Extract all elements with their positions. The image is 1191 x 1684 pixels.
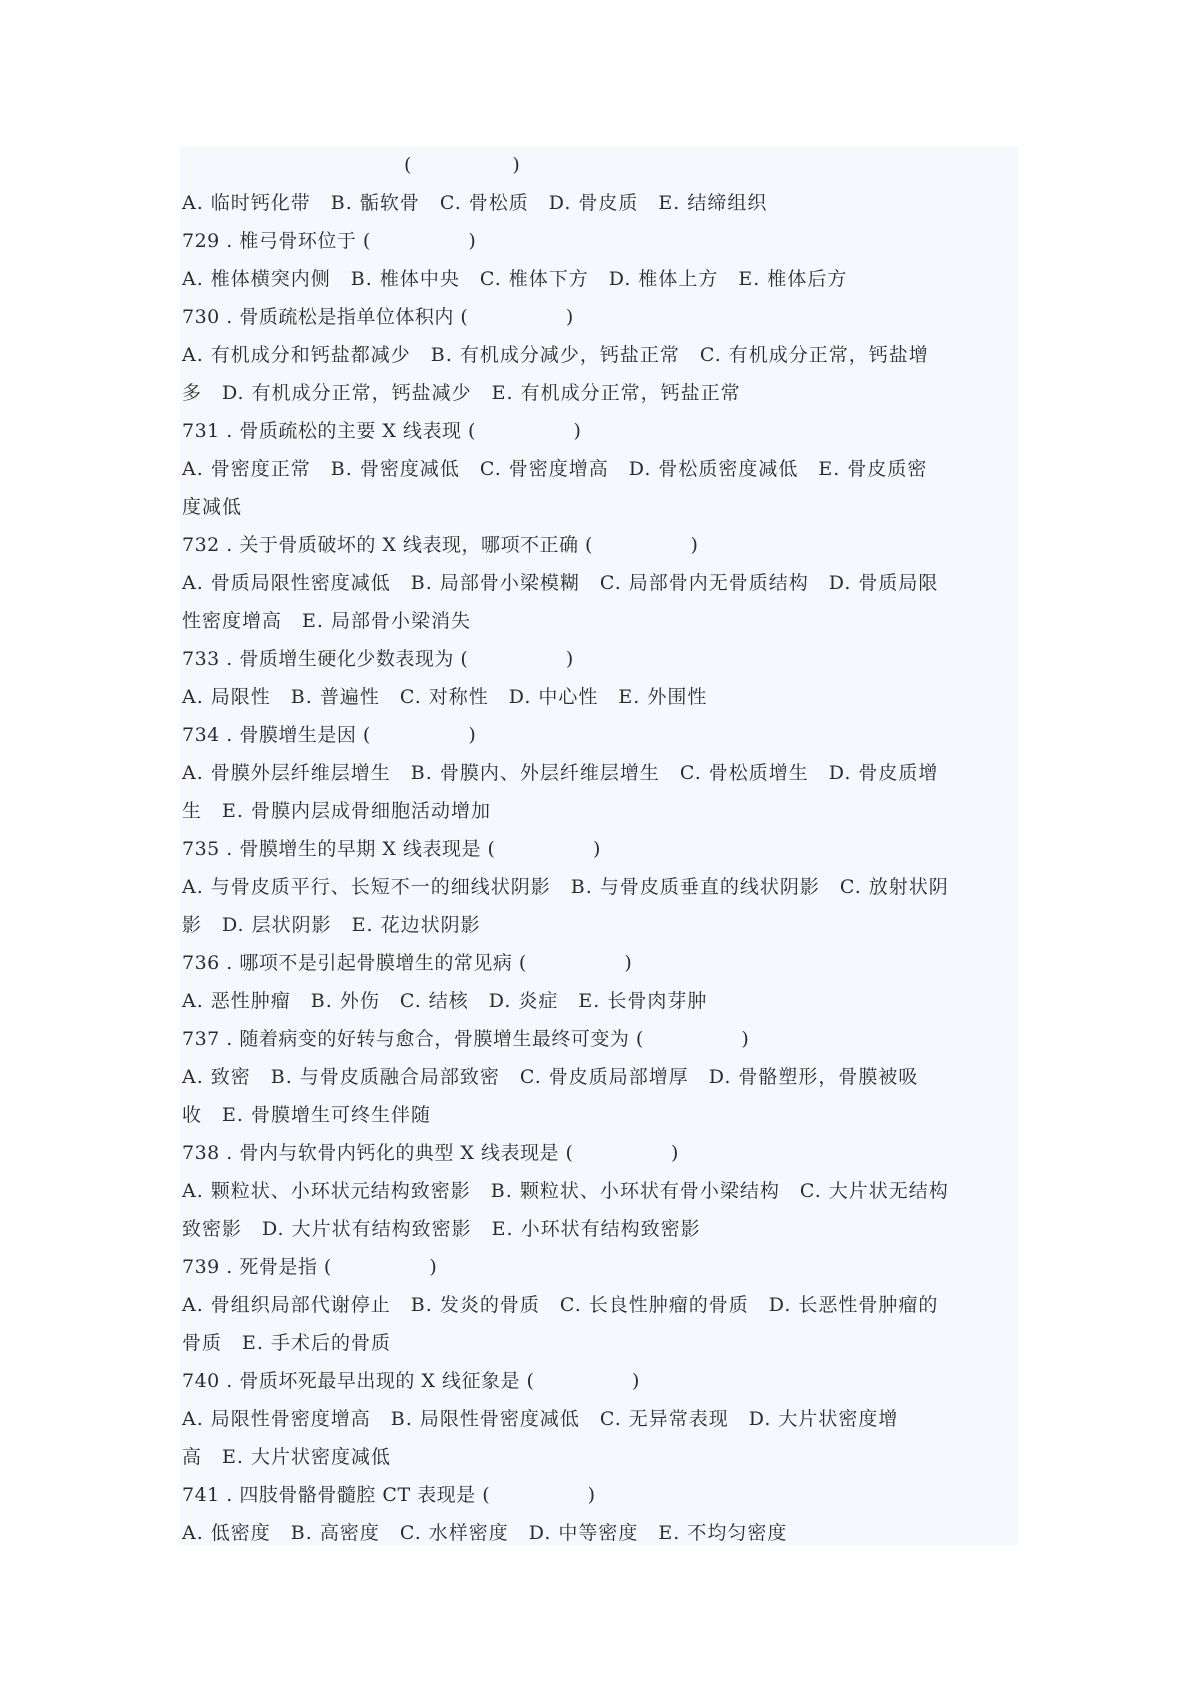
question-737: 737 . 随着病变的好转与愈合，骨膜增生最终可变为 ( ) [182,1028,750,1050]
question-735: 735 . 骨膜增生的早期 X 线表现是 ( ) [182,838,601,860]
question-733: 733 . 骨质增生硬化少数表现为 ( ) [182,648,574,670]
options-740-line2: 高 E. 大片状密度减低 [182,1446,391,1468]
options-737-line1: A. 致密 B. 与骨皮质融合局部致密 C. 骨皮质局部增厚 D. 骨骼塑形，骨膜被吸 [182,1066,919,1088]
options-739-line2: 骨质 E. 手术后的骨质 [182,1332,391,1354]
options-738-line1: A. 颗粒状、小环状元结构致密影 B. 颗粒状、小环状有骨小梁结构 C. 大片状无结构 [182,1180,949,1202]
options-730-line2: 多 D. 有机成分正常，钙盐减少 E. 有机成分正常，钙盐正常 [182,382,741,404]
options-740-line1: A. 局限性骨密度增高 B. 局限性骨密度减低 C. 无异常表现 D. 大片状密度增 [182,1408,899,1430]
answer-blank-continued: ( ) [404,154,521,176]
question-738: 738 . 骨内与软骨内钙化的典型 X 线表现是 ( ) [182,1142,679,1164]
options-731-line1: A. 骨密度正常 B. 骨密度减低 C. 骨密度增高 D. 骨松质密度减低 E. 骨皮质密 [182,458,928,480]
question-729: 729 . 椎弓骨环位于 ( ) [182,230,477,252]
options-737-line2: 收 E. 骨膜增生可终生伴随 [182,1104,431,1126]
options-734-line2: 生 E. 骨膜内层成骨细胞活动增加 [182,800,491,822]
question-739: 739 . 死骨是指 ( ) [182,1256,438,1278]
question-731: 731 . 骨质疏松的主要 X 线表现 ( ) [182,420,582,442]
question-730: 730 . 骨质疏松是指单位体积内 ( ) [182,306,574,328]
options-735-line2: 影 D. 层状阴影 E. 花边状阴影 [182,914,481,936]
options-735-line1: A. 与骨皮质平行、长短不一的细线状阴影 B. 与骨皮质垂直的线状阴影 C. 放射状阴 [182,876,949,898]
options-739-line1: A. 骨组织局部代谢停止 B. 发炎的骨质 C. 长良性肿瘤的骨质 D. 长恶性骨肿瘤的 [182,1294,939,1316]
options-736: A. 恶性肿瘤 B. 外伤 C. 结核 D. 炎症 E. 长骨肉芽肿 [182,990,708,1012]
options-732-line1: A. 骨质局限性密度减低 B. 局部骨小梁模糊 C. 局部骨内无骨质结构 D. 骨质局限 [182,572,939,594]
question-741: 741 . 四肢骨骼骨髓腔 CT 表现是 ( ) [182,1484,596,1506]
options-732-line2: 性密度增高 E. 局部骨小梁消失 [182,610,471,632]
options-730-line1: A. 有机成分和钙盐都减少 B. 有机成分减少，钙盐正常 C. 有机成分正常，钙盐增 [182,344,929,366]
question-732: 732 . 关于骨质破坏的 X 线表现，哪项不正确 ( ) [182,534,699,556]
options-734-line1: A. 骨膜外层纤维层增生 B. 骨膜内、外层纤维层增生 C. 骨松质增生 D. 骨皮质增 [182,762,939,784]
options-731-line2: 度减低 [182,496,243,518]
options-728: A. 临时钙化带 B. 骺软骨 C. 骨松质 D. 骨皮质 E. 结缔组织 [182,192,768,214]
question-736: 736 . 哪项不是引起骨膜增生的常见病 ( ) [182,952,633,974]
options-733: A. 局限性 B. 普遍性 C. 对称性 D. 中心性 E. 外围性 [182,686,708,708]
question-734: 734 . 骨膜增生是因 ( ) [182,724,477,746]
options-738-line2: 致密影 D. 大片状有结构致密影 E. 小环状有结构致密影 [182,1218,701,1240]
options-741: A. 低密度 B. 高密度 C. 水样密度 D. 中等密度 E. 不均匀密度 [182,1522,788,1544]
question-740: 740 . 骨质坏死最早出现的 X 线征象是 ( ) [182,1370,640,1392]
options-729: A. 椎体横突内侧 B. 椎体中央 C. 椎体下方 D. 椎体上方 E. 椎体后方 [182,268,848,290]
